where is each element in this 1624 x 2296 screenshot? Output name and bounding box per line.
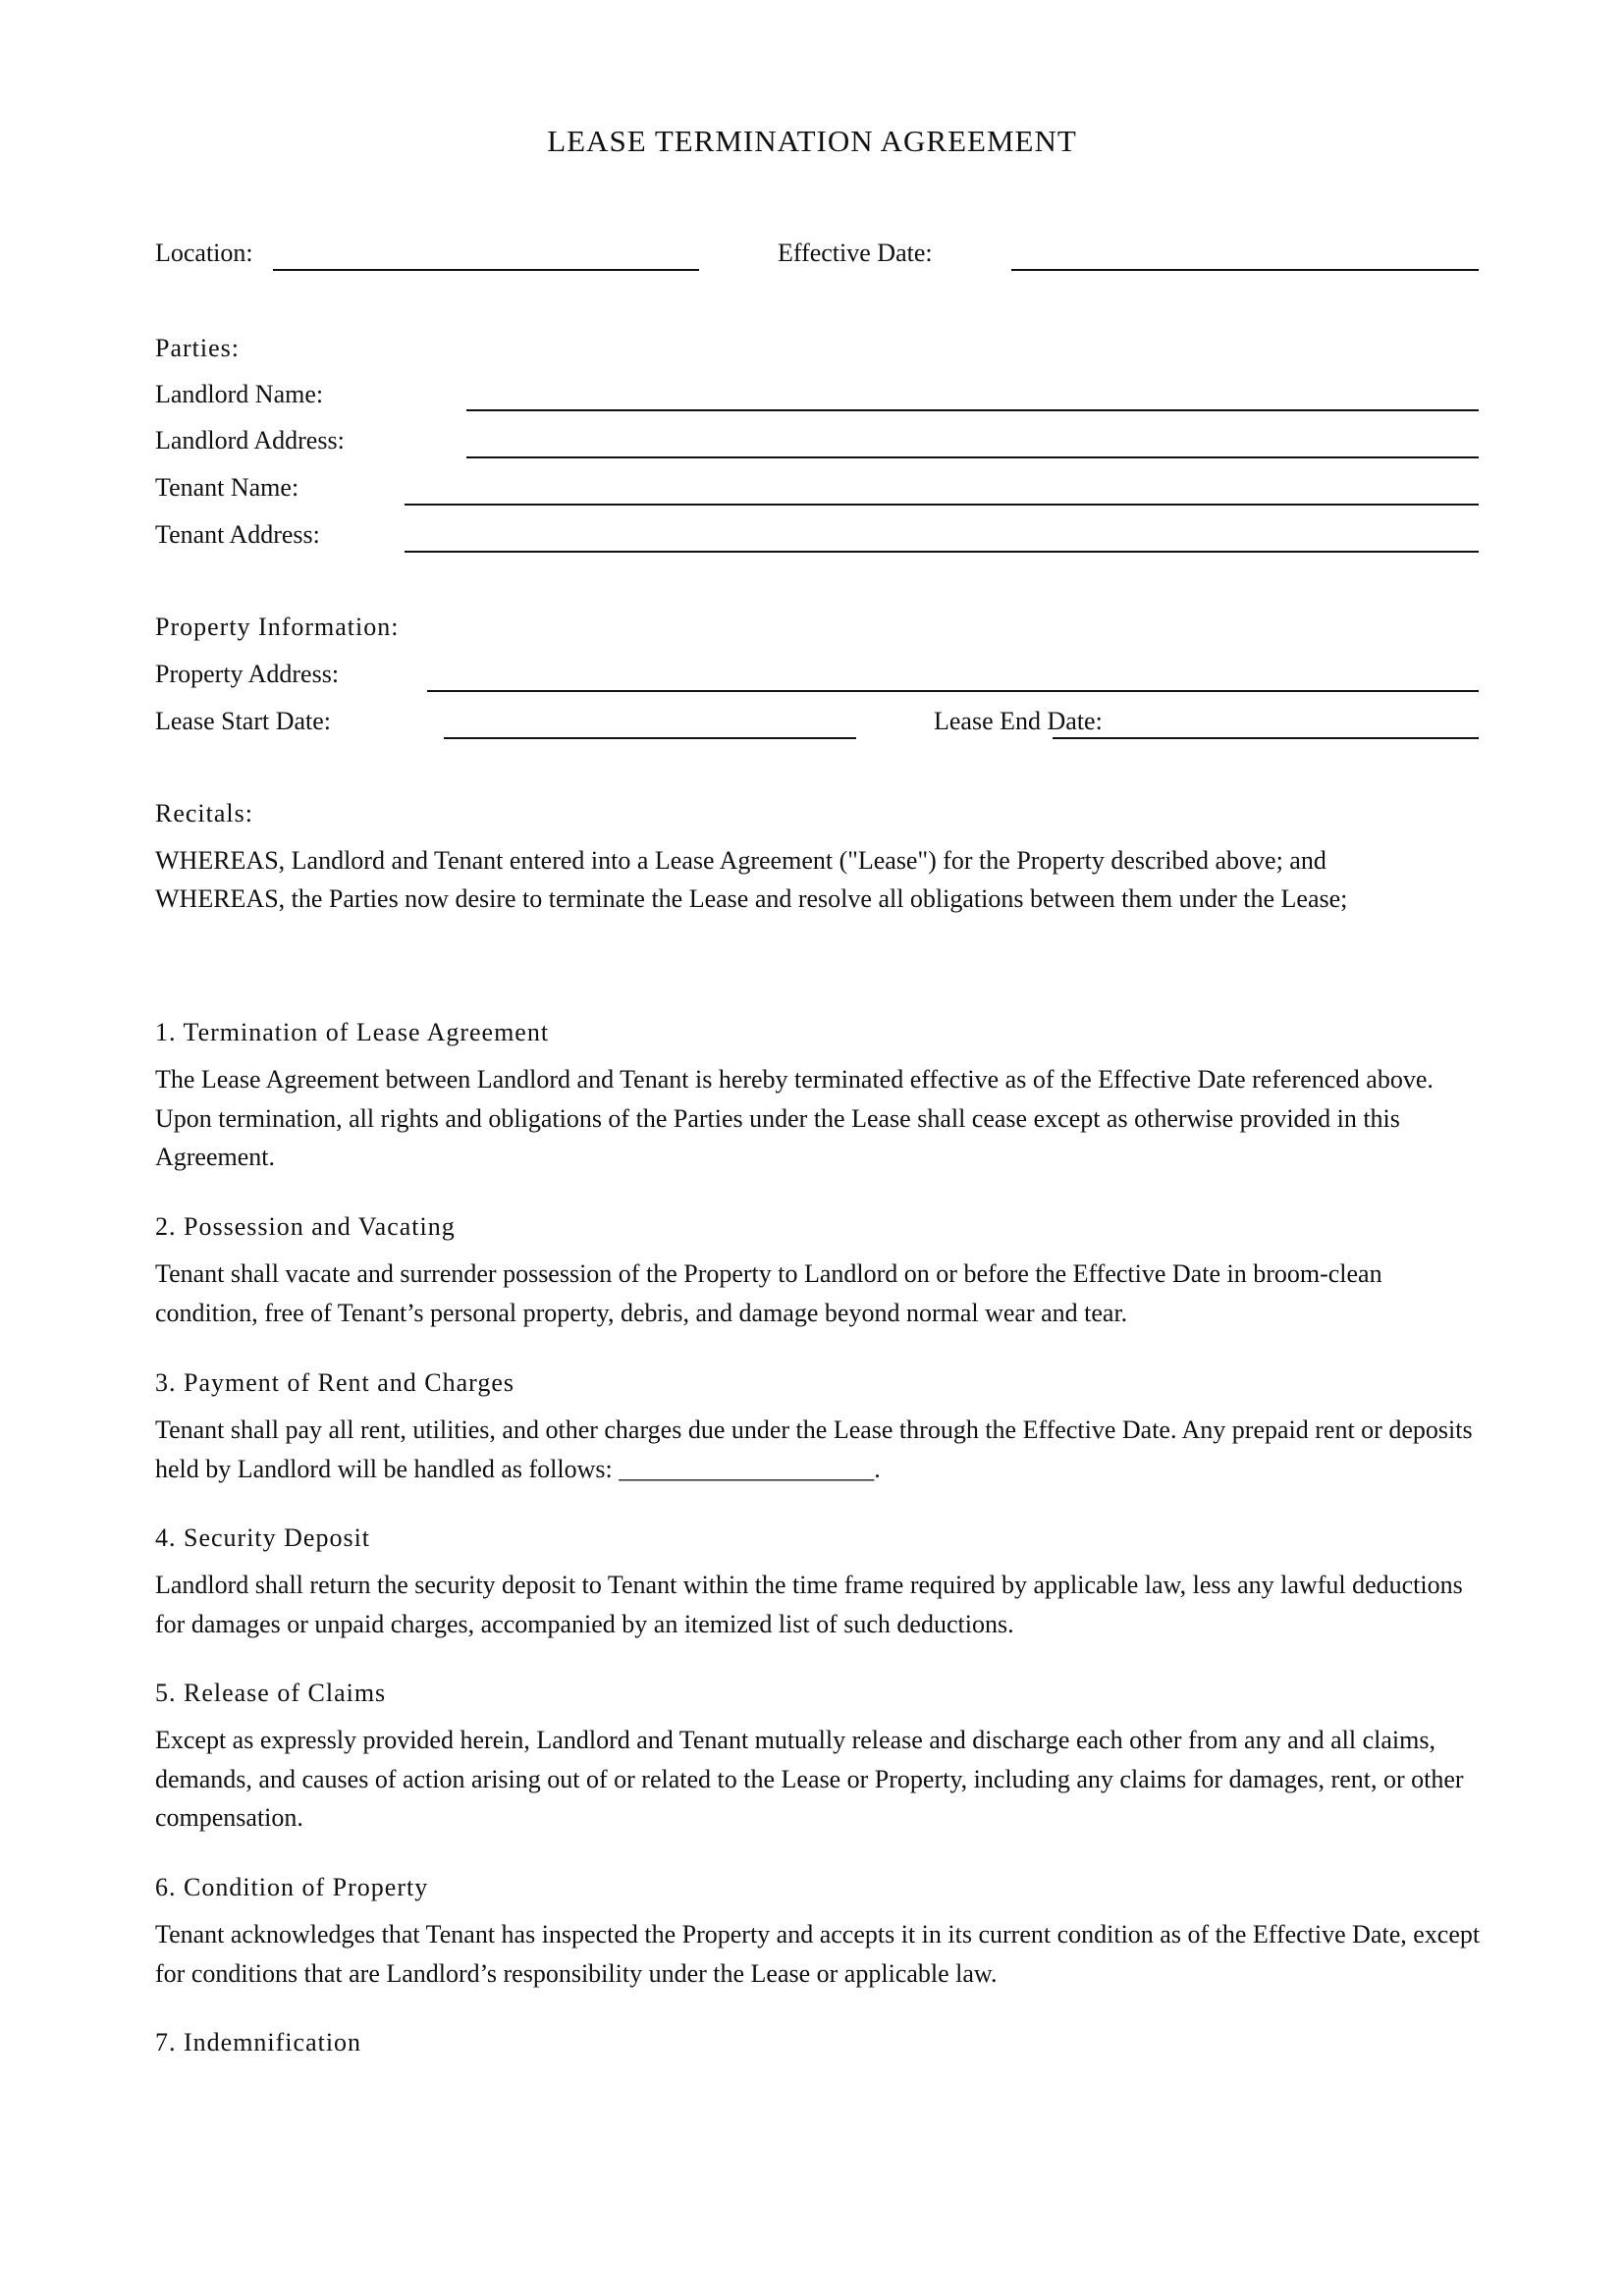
section-4-heading: 4. Security Deposit [155, 1523, 371, 1552]
section-1-body: The Lease Agreement between Landlord and Tenant is hereby terminated effective as of the Effective Date referenced above. Upon termination, all rights and obligations of the Parties under the Lease shall cease except as otherwise provided in this Agreement. [155, 1065, 1434, 1171]
tenant-address-label: Tenant Address: [155, 520, 320, 549]
effective-date-field[interactable] [1011, 269, 1479, 271]
section-2-body: Tenant shall vacate and surrender possession of the Property to Landlord on or before the Effective Date in broom-clean condition, free of Tenant’s personal property, debris, and damage beyond normal wear and tear. [155, 1259, 1382, 1327]
recital-line-1: WHEREAS, Landlord and Tenant entered into a Lease Agreement ("Lease") for the Property described above; and [155, 846, 1326, 875]
tenant-address-field[interactable] [405, 551, 1479, 553]
section-3-body: Tenant shall pay all rent, utilities, and other charges due under the Lease through the Effective Date. Any prepaid rent or deposits held by Landlord will be handled as follows: ____________________. [155, 1415, 1473, 1483]
property-address-label: Property Address: [155, 660, 340, 688]
section-5-heading: 5. Release of Claims [155, 1679, 387, 1707]
landlord-address-label: Landlord Address: [155, 426, 345, 454]
section-6-heading: 6. Condition of Property [155, 1873, 429, 1901]
lease-end-date-field[interactable] [1053, 737, 1479, 739]
property-address-field[interactable] [427, 690, 1479, 692]
landlord-name-field[interactable] [466, 409, 1479, 411]
location-field[interactable] [273, 269, 699, 271]
section-1-heading: 1. Termination of Lease Agreement [155, 1018, 550, 1046]
recital-line-2: WHEREAS, the Parties now desire to terminate the Lease and resolve all obligations between them under the Lease; [155, 884, 1348, 913]
tenant-name-field[interactable] [405, 504, 1479, 506]
document-title: LEASE TERMINATION AGREEMENT [547, 124, 1077, 158]
section-2-heading: 2. Possession and Vacating [155, 1212, 456, 1241]
section-4-body: Landlord shall return the security deposit to Tenant within the time frame required by applicable law, less any lawful deductions for damages or unpaid charges, accompanied by an itemized list of such deductions. [155, 1571, 1463, 1638]
location-label: Location: [155, 239, 253, 267]
section-5-body: Except as expressly provided herein, Landlord and Tenant mutually release and discharge each other from any and all claims, demands, and causes of action arising out of or related to the Lease or Property, including any claims for damages, rent, or other compensation. [155, 1726, 1464, 1832]
effective-date-label: Effective Date: [778, 239, 933, 267]
parties-heading: Parties: [155, 334, 240, 362]
lease-start-date-label: Lease Start Date: [155, 707, 332, 735]
section-6-body: Tenant acknowledges that Tenant has inspected the Property and accepts it in its current condition as of the Effective Date, except for conditions that are Landlord’s responsibility under the Lease or applicable law. [155, 1920, 1481, 1988]
tenant-name-label: Tenant Name: [155, 473, 299, 502]
section-7-heading: 7. Indemnification [155, 2028, 362, 2056]
recitals-heading: Recitals: [155, 799, 253, 828]
property-info-heading: Property Information: [155, 613, 400, 641]
lease-end-date-label: Lease End Date: [934, 707, 1103, 735]
lease-start-date-field[interactable] [444, 737, 856, 739]
landlord-name-label: Landlord Name: [155, 380, 324, 408]
section-3-heading: 3. Payment of Rent and Charges [155, 1368, 515, 1397]
landlord-address-field[interactable] [466, 456, 1479, 458]
